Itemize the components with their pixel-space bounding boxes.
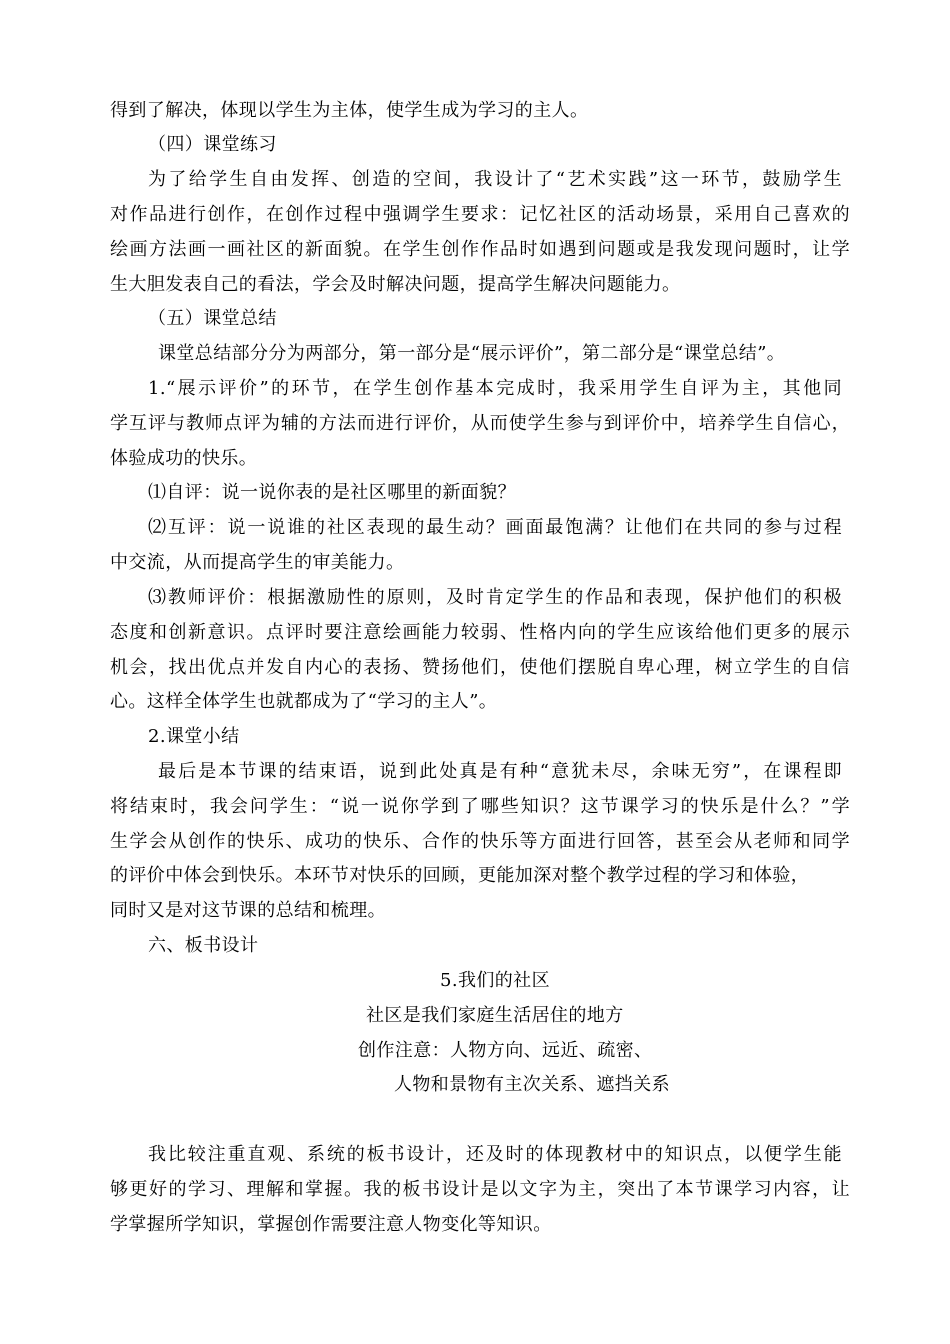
text-line: 将结束时，我会问学生：“说一说你学到了哪些知识？这节课学习的快乐是什么？”学 (110, 796, 850, 817)
text-line: 心。这样全体学生也就都成为了“学习的主人”。 (110, 691, 498, 712)
board-line: 创作注意：人物方向、远近、疏密、 (358, 1040, 653, 1061)
section-heading: （五）课堂总结 (148, 308, 277, 329)
text-line: 学互评与教师点评为辅的方法而进行评价，从而使学生参与到评价中，培养学生自信心， (110, 413, 850, 434)
text-line: ⑴自评：说一说你表的是社区哪里的新面貌？ (148, 482, 516, 503)
text-line: 得到了解决，体现以学生为主体，使学生成为学习的主人。 (110, 100, 589, 121)
text-line: 最后是本节课的结束语，说到此处真是有种“意犹未尽，余味无穷”，在课程即 (158, 761, 842, 782)
text-line: ⑵互评：说一说谁的社区表现的最生动？画面最饱满？让他们在共同的参与过程 (148, 517, 842, 538)
board-line: 社区是我们家庭生活居住的地方 (366, 1005, 624, 1026)
text-line: 机会，找出优点并发自内心的表扬、赞扬他们，使他们摆脱自卑心理，树立学生的自信 (110, 657, 850, 678)
text-line: 学掌握所学知识，掌握创作需要注意人物变化等知识。 (110, 1214, 552, 1235)
text-line: 态度和创新意识。点评时要注意绘画能力较弱、性格内向的学生应该给他们更多的展示 (110, 622, 850, 643)
board-line: 人物和景物有主次关系、遮挡关系 (394, 1074, 670, 1095)
text-line: 的评价中体会到快乐。本环节对快乐的回顾，更能加深对整个教学过程的学习和体验， (110, 865, 810, 886)
section-heading: 2.课堂小结 (148, 726, 240, 747)
text-line: 为了给学生自由发挥、创造的空间，我设计了“艺术实践”这一环节，鼓励学生 (148, 169, 842, 190)
text-line: 我比较注重直观、系统的板书设计，还及时的体现教材中的知识点，以便学生能 (148, 1144, 842, 1165)
text-line: 1.“展示评价”的环节，在学生创作基本完成时，我采用学生自评为主，其他同 (148, 378, 842, 399)
text-line: 够更好的学习、理解和掌握。我的板书设计是以文字为主，突出了本节课学习内容，让 (110, 1179, 850, 1200)
text-line: 生学会从创作的快乐、成功的快乐、合作的快乐等方面进行回答，甚至会从老师和同学 (110, 831, 850, 852)
text-line: 体验成功的快乐。 (110, 448, 258, 469)
text-line: 同时又是对这节课的总结和梳理。 (110, 900, 386, 921)
text-line: 课堂总结部分分为两部分，第一部分是“展示评价”，第二部分是“课堂总结”。 (158, 343, 786, 364)
text-line: 生大胆发表自己的看法，学会及时解决问题，提高学生解决问题能力。 (110, 274, 681, 295)
board-title: 5.我们的社区 (440, 970, 550, 991)
text-line: 中交流，从而提高学生的审美能力。 (110, 552, 405, 573)
text-line: 对作品进行创作，在创作过程中强调学生要求：记忆社区的活动场景，采用自己喜欢的 (110, 204, 850, 225)
section-heading: 六、板书设计 (148, 935, 259, 956)
text-line: ⑶教师评价：根据激励性的原则，及时肯定学生的作品和表现，保护他们的积极 (148, 587, 842, 608)
text-line: 绘画方法画一画社区的新面貌。在学生创作作品时如遇到问题或是我发现问题时，让学 (110, 239, 850, 260)
section-heading: （四）课堂练习 (148, 134, 277, 155)
